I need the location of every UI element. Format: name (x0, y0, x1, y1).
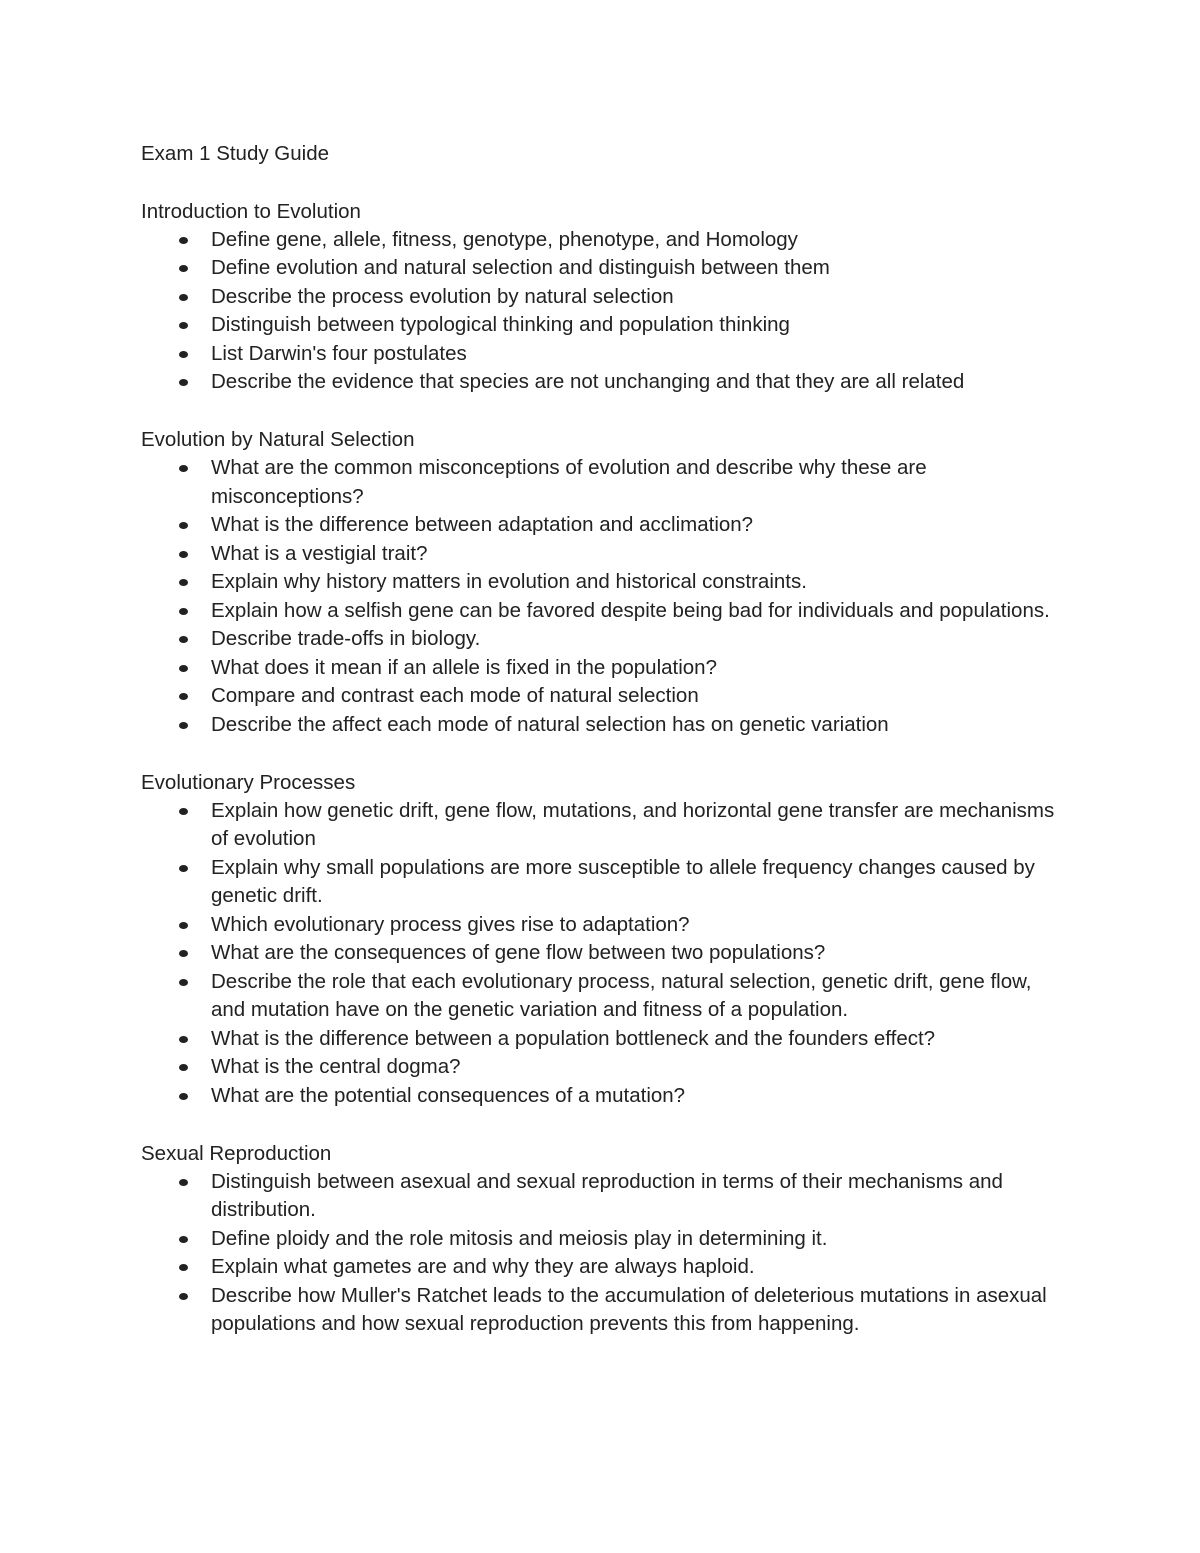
list-item (141, 568, 1061, 597)
list-item-text: Describe the affect each mode of natural selection has on genetic variation (211, 712, 889, 736)
list-item (141, 797, 1061, 854)
bullet-icon (179, 1293, 188, 1300)
list-item-text: Which evolutionary process gives rise to adaptation? (211, 912, 690, 936)
list-item-text: Explain how a selfish gene can be favored despite being bad for individuals and populations. (211, 598, 1050, 622)
bullet-icon (179, 1236, 188, 1243)
section-evolutionary-processes (141, 768, 1061, 1111)
list-item-text: Explain how genetic drift, gene flow, mutations, and horizontal gene transfer are mechanisms of evolution (211, 798, 1055, 850)
bullet-icon (179, 265, 188, 272)
list-item (141, 1025, 1061, 1054)
list-item-text: What are the consequences of gene flow between two populations? (211, 941, 826, 964)
list-item (141, 226, 1061, 255)
list-item (141, 625, 1061, 654)
list-item-text: What are the common misconceptions of evolution and describe why these are misconceptions? (211, 456, 927, 508)
section-sexual-reproduction (141, 1139, 1061, 1339)
list-item-text: Compare and contrast each mode of natural selection (211, 684, 699, 707)
bullet-icon (179, 379, 188, 386)
section-heading: Sexual Reproduction (141, 1141, 332, 1165)
bullet-icon (179, 808, 188, 815)
section-heading: Evolution by Natural Selection (141, 428, 415, 451)
list-item (141, 1253, 1061, 1282)
bullet-icon (179, 522, 188, 529)
section-introduction-to-evolution (141, 197, 1061, 397)
list-item-text: Describe how Muller's Ratchet leads to the accumulation of deleterious mutations in asexual populations and how sexual reproduction prevents this from happening. (211, 1283, 1047, 1335)
list-item (141, 254, 1061, 283)
list-item (141, 311, 1061, 340)
section-heading: Evolutionary Processes (141, 770, 356, 794)
bullet-icon (179, 1093, 188, 1100)
list-item-text: Describe the role that each evolutionary process, natural selection, genetic drift, gene flow, and mutation have on the genetic variation and fitness of a population. (211, 969, 1032, 1021)
bullet-icon (179, 237, 188, 244)
list-item (141, 1168, 1061, 1225)
list-item (141, 682, 1061, 711)
list-item-text: Explain what gametes are and why they are always haploid. (211, 1255, 755, 1278)
bullet-icon (179, 665, 188, 672)
list-item (141, 854, 1061, 911)
document-title: Exam 1 Study Guide (141, 142, 330, 165)
list-item-text: Define ploidy and the role mitosis and meiosis play in determining it. (211, 1226, 828, 1250)
list-item-text: Distinguish between asexual and sexual reproduction in terms of their mechanisms and distribution. (211, 1169, 1003, 1221)
list-item-text: What is the difference between adaptation and acclimation? (211, 513, 754, 536)
list-item (141, 340, 1061, 369)
document-page (141, 139, 1061, 1367)
bullet-icon (179, 722, 188, 729)
bullet-icon (179, 579, 188, 586)
bullet-icon (179, 1179, 188, 1186)
list-item (141, 597, 1061, 626)
list-item (141, 968, 1061, 1025)
list-item-text: Distinguish between typological thinking and population thinking (211, 313, 790, 336)
bullet-icon (179, 465, 188, 472)
section-heading: Introduction to Evolution (141, 199, 361, 223)
list-item (141, 1053, 1061, 1082)
list-item (141, 283, 1061, 312)
bullet-icon (179, 979, 188, 986)
section-evolution-by-natural-selection (141, 425, 1061, 739)
list-item-text: Explain why small populations are more susceptible to allele frequency changes caused by genetic drift. (211, 855, 1035, 907)
list-item (141, 540, 1061, 569)
bullet-icon (179, 922, 188, 929)
list-item-text: Define evolution and natural selection and distinguish between them (211, 256, 830, 279)
list-item-text: Describe the evidence that species are not unchanging and that they are all related (211, 370, 965, 393)
list-item-text: Describe trade-offs in biology. (211, 627, 481, 650)
list-item (141, 654, 1061, 683)
bullet-icon (179, 636, 188, 643)
list-item-text: Define gene, allele, fitness, genotype, phenotype, and Homology (211, 227, 798, 251)
list-item (141, 1282, 1061, 1339)
list-item-text: What does it mean if an allele is fixed in the population? (211, 655, 717, 679)
list-item (141, 368, 1061, 397)
bullet-icon (179, 693, 188, 700)
bullet-icon (179, 1036, 188, 1043)
bullet-icon (179, 950, 188, 957)
list-item-text: What is the central dogma? (211, 1055, 461, 1078)
list-item-text: List Darwin's four postulates (211, 341, 467, 365)
list-item-text: What is the difference between a population bottleneck and the founders effect? (211, 1026, 936, 1050)
bullet-list (141, 454, 1061, 739)
bullet-list (141, 1168, 1061, 1339)
list-item (141, 911, 1061, 940)
list-item (141, 1225, 1061, 1254)
list-item (141, 711, 1061, 740)
bullet-icon (179, 608, 188, 615)
bullet-icon (179, 1064, 188, 1071)
bullet-list (141, 797, 1061, 1111)
bullet-icon (179, 294, 188, 301)
bullet-icon (179, 322, 188, 329)
bullet-icon (179, 351, 188, 358)
bullet-icon (179, 1264, 188, 1271)
bullet-icon (179, 865, 188, 872)
list-item-text: What are the potential consequences of a mutation? (211, 1083, 686, 1107)
list-item-text: Explain why history matters in evolution and historical constraints. (211, 570, 807, 593)
list-item (141, 939, 1061, 968)
list-item (141, 511, 1061, 540)
bullet-icon (179, 551, 188, 558)
list-item (141, 454, 1061, 511)
list-item-text: What is a vestigial trait? (211, 541, 428, 565)
bullet-list (141, 226, 1061, 397)
list-item (141, 1082, 1061, 1111)
list-item-text: Describe the process evolution by natural selection (211, 284, 674, 308)
